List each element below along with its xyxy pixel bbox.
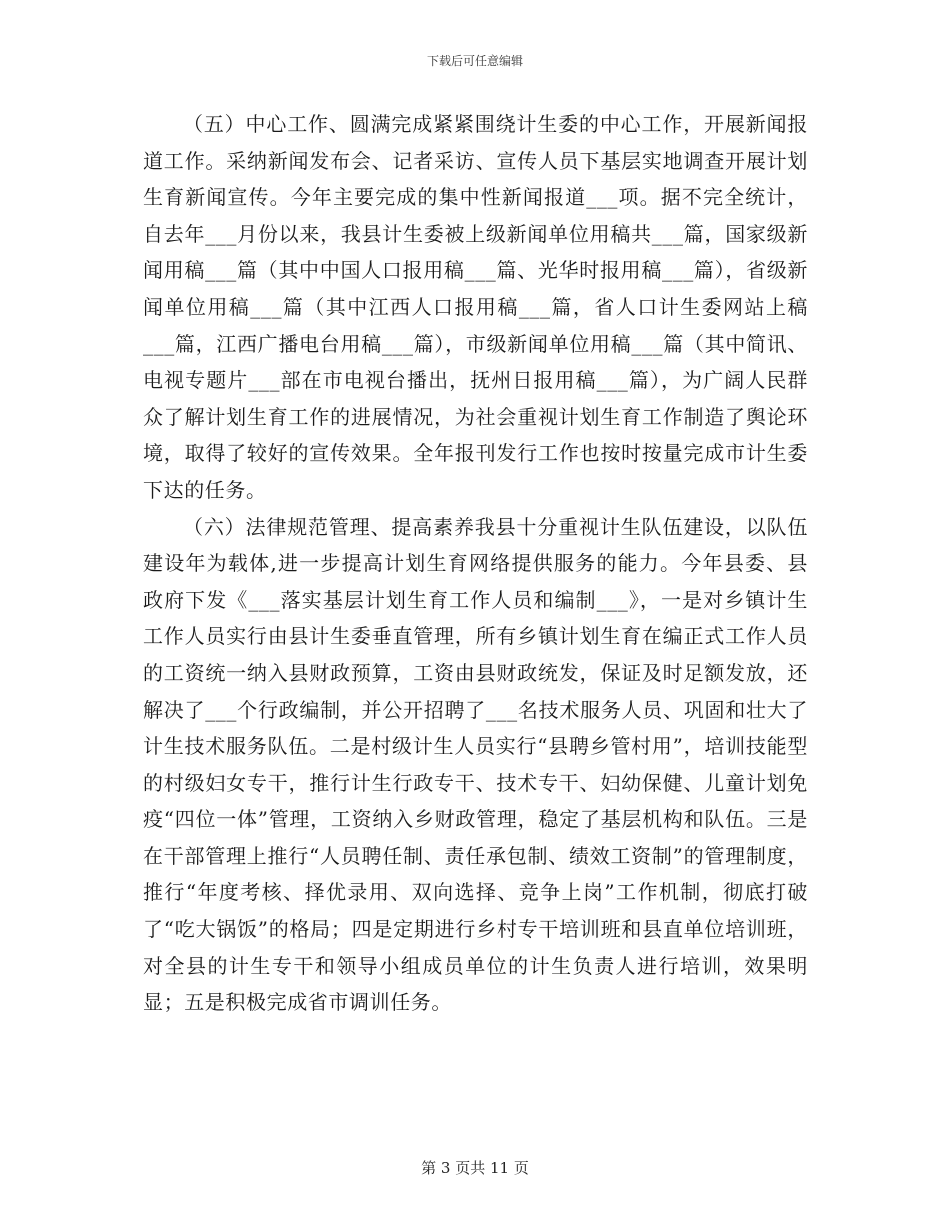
- paragraph-five: （五）中心工作、圆满完成紧紧围绕计生委的中心工作，开展新闻报道工作。采纳新闻发布会、记者采访、宣传人员下基层实地调查开展计划生育新闻宣传。今年主要完成的集中性新闻报道___项。据不完全统计，自去年___月份以来，我县计生委被上级新闻单位用稿共___篇，国家级新闻用稿___篇（其中中国人口报用稿___篇、光华时报用稿___篇），省级新闻单位用稿___篇（其中江西人口报用稿___篇，省人口计生委网站上稿___篇，江西广播电台用稿___篇），市级新闻单位用稿___篇（其中简讯、电视专题片___部在市电视台播出，抚州日报用稿___篇），为广阔人民群众了解计划生育工作的进展情况，为社会重视计划生育工作制造了舆论环境，取得了较好的宣传效果。全年报刊发行工作也按时按量完成市计生委下达的任务。: [143, 112, 808, 502]
- document-body: [143, 106, 808, 1021]
- page-header: 下载后可任意编辑: [426, 54, 523, 68]
- paragraph-six: （六）法律规范管理、提高素养我县十分重视计生队伍建设，以队伍建设年为载体,进一步提高计划生育网络提供服务的能力。今年县委、县政府下发《___落实基层计划生育工作人员和编制___》，一是对乡镇计生工作人员实行由县计生委垂直管理，所有乡镇计划生育在编正式工作人员的工资统一纳入县财政预算，工资由县财政统发，保证及时足额发放，还解决了___个行政编制，并公开招聘了___名技术服务人员、巩固和壮大了计生技术服务队伍。二是村级计生人员实行“县聘乡管村用”，培训技能型的村级妇女专干，推行计生行政专干、技术专干、妇幼保健、儿童计划免疫“四位一体”管理，工资纳入乡财政管理，稳定了基层机构和队伍。三是在干部管理上推行“人员聘任制、责任承包制、绩效工资制”的管理制度，推行“年度考核、择优录用、双向选择、竞争上岗”工作机制，彻底打破了“吃大锅饭”的格局；四是定期进行乡村专干培训班和县直单位培训班，对全县的计生专干和领导小组成员单位的计生负责人进行培训，效果明显；五是积极完成省市调训任务。: [143, 514, 808, 1015]
- page-number-footer: 第 3 页共 11 页: [421, 1159, 529, 1177]
